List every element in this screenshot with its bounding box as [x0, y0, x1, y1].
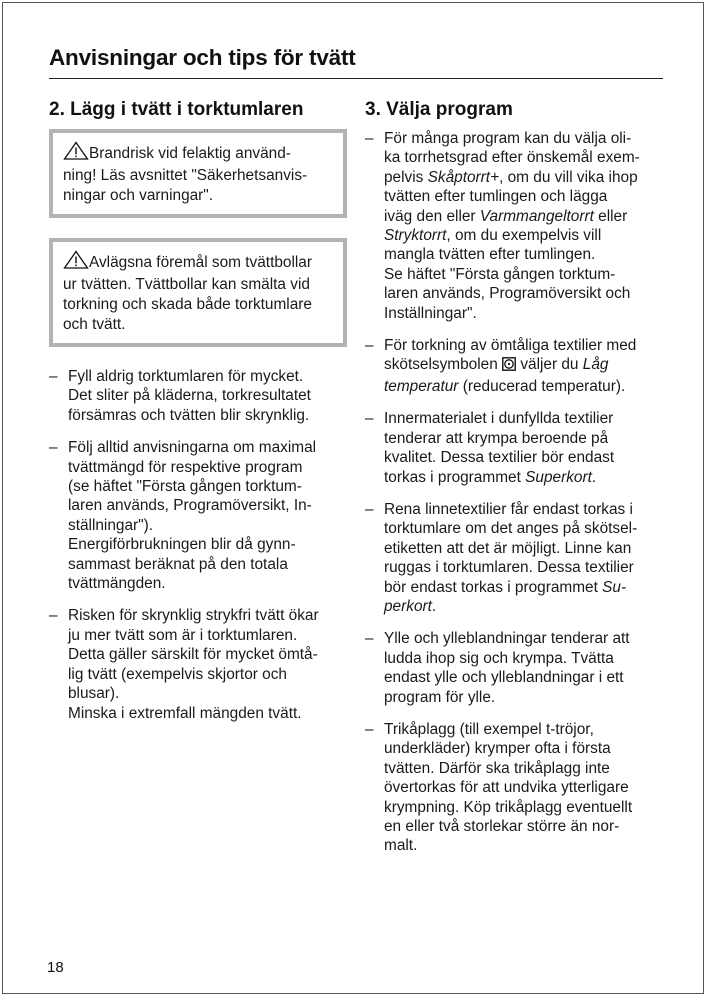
program-name: Skåptorrt+: [427, 168, 500, 186]
list-item: – Innermaterialet i dunfyllda textilier tenderar att krympa beroende på kvalitet. Dessa textilier bör endast torkas i programmet Superkort.: [365, 410, 615, 486]
warning-text-line: ningar och varningar".: [63, 187, 214, 204]
list-item: – För många program kan du välja oli- ka torrhetsgrad efter önskemål exem- pelvis Skåptorrt+, om du vill vika ihop tvätten efter tumlingen och lägga iväg den eller Varmmangeltorrt eller Stryktorrt, om du exempelvis vill mangla tvätten efter tumlingen. Se häftet "Första gången torktum- laren används, Programöversikt och Inställningar".: [365, 130, 640, 322]
bullet-dash: –: [365, 410, 374, 428]
list-item: – För torkning av ömtåliga textilier med skötselsymbolen väljer du Låg temperatur (reducerad temperatur).: [365, 337, 637, 395]
warning-box-fire-risk: [49, 129, 347, 218]
load-tips-list: [49, 367, 347, 723]
list-item: – Ylle och ylleblandningar tenderar att ludda ihop sig och krympa. Tvätta endast ylle och ylleblandningar i ett program för ylle.: [365, 630, 630, 706]
warning-triangle-icon: [63, 141, 89, 166]
bullet-dash: –: [365, 130, 374, 147]
program-name: perkort: [384, 597, 432, 615]
page-number: 18: [47, 959, 64, 976]
section-heading-select-program: 3. Välja program: [365, 99, 513, 120]
right-column: [365, 97, 665, 869]
list-item: – Följ alltid anvisningarna om maximal tvättmängd för respektive program (se häftet "Första gången torktum- laren används, Programöversikt, In- ställningar"). Energiförbrukningen blir då gynn- sammast beräknat på den totala tvättmängden.: [49, 439, 317, 593]
document-page: [2, 2, 704, 994]
warning-text-line: torkning och skada både torktumlare: [63, 296, 312, 313]
list-item: – Risken för skrynklig strykfri tvätt ökar ju mer tvätt som är i torktumlaren. Detta gäller särskilt för mycket ömtå- lig tvätt (exempelvis skjortor och blusar). Minska i extremfall mängden tvätt.: [49, 607, 319, 722]
warning-text-line: och tvätt.: [63, 316, 126, 333]
program-tips-list: [365, 129, 665, 856]
bullet-dash: –: [365, 500, 374, 518]
program-name: Superkort: [525, 468, 592, 486]
bullet-dash: –: [49, 368, 58, 385]
list-item: – Trikåplagg (till exempel t-tröjor, underkläder) krymper ofta i första tvätten. Därför ska trikåplagg inte övertorkas för att undvika ytterligare krympning. Köp trikåplagg eventuellt en eller två storlekar större än nor- malt.: [365, 720, 633, 855]
warning-text-line: ning! Läs avsnittet "Säkerhetsanvis-: [63, 167, 308, 184]
program-name: Låg: [582, 356, 609, 374]
section-heading-load-laundry: 2. Lägg i tvätt i torktumlaren: [49, 99, 304, 120]
bullet-dash: –: [365, 337, 374, 355]
bullet-dash: –: [365, 630, 374, 648]
warning-text-line: ur tvätten. Tvättbollar kan smälta vid: [63, 276, 310, 293]
title-divider: [49, 78, 663, 79]
list-item: – Rena linnetextilier får endast torkas i torktumlare om det anges på skötsel- etiketten att det är möjligt. Linne kan ruggas i torktumlaren. Dessa textilier bör endast torkas i programmet Su- perkort.: [365, 500, 638, 615]
page-title: Anvisningar och tips för tvätt: [49, 45, 356, 70]
left-column: [49, 97, 347, 736]
bullet-dash: –: [365, 720, 374, 738]
program-name: Stryktorrt: [384, 227, 447, 245]
program-name: Su-: [602, 578, 627, 596]
warning-triangle-icon: [63, 250, 89, 275]
tumble-dry-symbol-icon: [502, 357, 516, 376]
list-item: – Fyll aldrig torktumlaren för mycket. Det sliter på kläderna, torkresultatet försämras och tvätten blir skrynklig.: [49, 368, 311, 424]
bullet-dash: –: [49, 607, 58, 625]
warning-text-line: Avlägsna föremål som tvättbollar: [89, 254, 312, 271]
program-name: Varmmangeltorrt: [479, 207, 594, 225]
program-name: temperatur: [384, 377, 459, 395]
warning-text-line: Brandrisk vid felaktig använd-: [89, 145, 291, 162]
warning-box-dryer-balls: [49, 238, 347, 347]
bullet-dash: –: [49, 439, 58, 457]
